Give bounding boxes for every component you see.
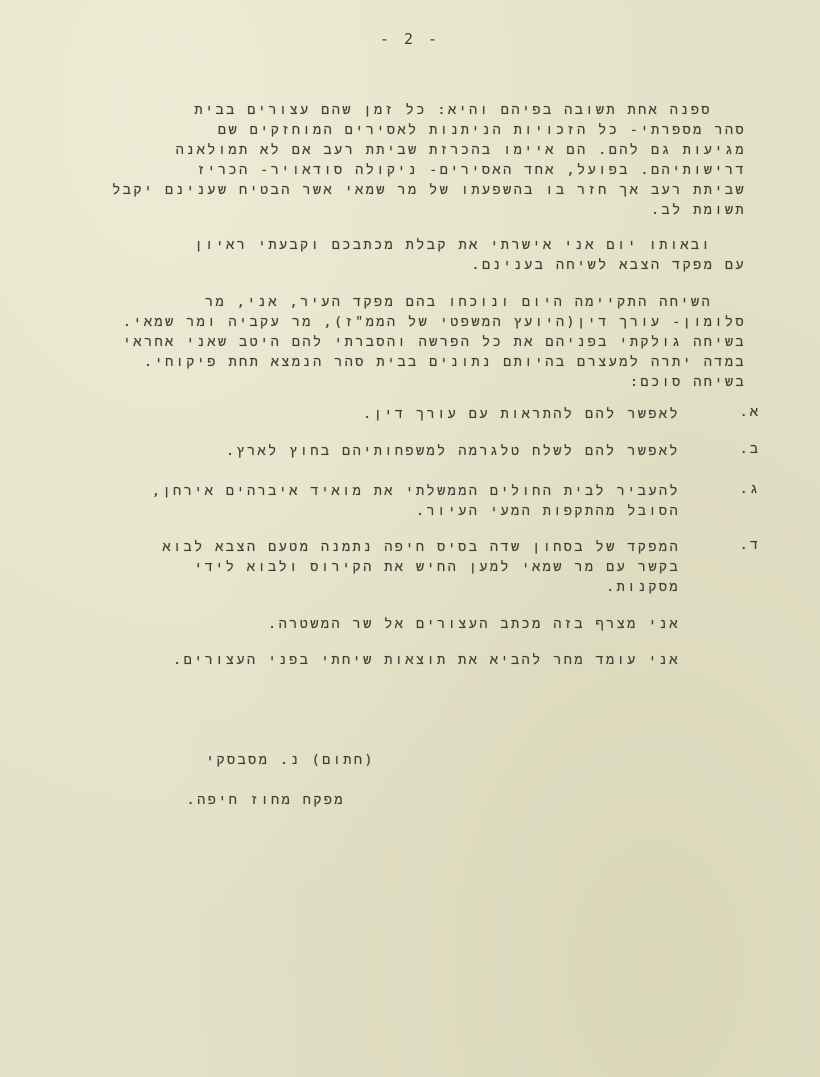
- text-line: סהר מספרתי- כל הזכויות הניתנות לאסירים המוחזקים שם: [217, 122, 746, 138]
- text-line: ובאותו יום אני אישרתי את קבלת מכתבכם וקבעתי ראיון: [194, 237, 712, 253]
- text-line: במדה יתרה למעצרם בהיותם נתונים בבית סהר הנמצא תחת פיקוחי.: [143, 354, 746, 370]
- list-item-text: לאפשר להם לשלח טלגרמה למשפחותיהם בחוץ לארץ.: [225, 443, 680, 459]
- closing-line-1: אני מצרף בזה מכתב העצורים אל שר המשטרה.: [268, 616, 680, 632]
- signature-title: מפקח מחוז חיפה.: [186, 792, 345, 808]
- text-line: מגיעות גם להם. הם איימו בהכרזת שביתת רעב אם לא תמולאנה: [175, 142, 746, 158]
- page-number: - 2 -: [379, 30, 441, 48]
- text-line: סלומון- עורך דין(היועץ המשפטי של הממ"ז), מר עקביה ומר שמאי.: [122, 314, 746, 330]
- list-item-text: בקשר עם מר שמאי למען החיש את הקירוס ולבוא לידי: [194, 559, 680, 575]
- text-line: תשומת לב.: [650, 202, 746, 218]
- list-item-text: לאפשר להם להתראות עם עורך דין.: [363, 406, 680, 422]
- text-line: דרישותיהם. בפועל, אחד האסירים- ניקולה סודאויר- הכריז: [196, 162, 746, 178]
- text-line: בשיחה סוכם:: [629, 374, 746, 390]
- text-line: שביתת רעב אך חזר בו בהשפעתו של מר שמאי אשר הבטיח שענינם יקבל: [112, 182, 746, 198]
- list-item-text: להעביר לבית החולים הממשלתי את מואיד איברהים אירחן,: [151, 483, 680, 499]
- list-item-text: המפקד של בסחון שדה בסיס חיפה נתמנה מטעם הצבא לבוא: [162, 539, 680, 555]
- list-marker: ב.: [739, 441, 760, 457]
- signature: (חתום) נ. מסבסקי: [205, 752, 375, 768]
- list-marker: ג.: [739, 481, 760, 497]
- list-item-text: מסקנות.: [606, 579, 680, 595]
- list-item-text: הסובל מהתקפות המעי העיור.: [415, 503, 680, 519]
- closing-line-2: אני עומד מחר להביא את תוצאות שיחתי בפני העצורים.: [172, 652, 680, 668]
- text-line: בשיחה גולקתי בפניהם את כל הפרשה והסברתי להם היטב שאני אחראי: [122, 334, 746, 350]
- text-line: ספנה אחת תשובה בפיהם והיא: כל זמן שהם עצורים בבית: [194, 102, 712, 118]
- text-line: השיחה התקיימה היום ונוכחו בהם מפקד העיר, אני, מר: [204, 294, 712, 310]
- list-marker: ד.: [739, 537, 760, 553]
- text-line: עם מפקד הצבא לשיחה בענינם.: [471, 257, 746, 273]
- list-marker: א.: [739, 404, 760, 420]
